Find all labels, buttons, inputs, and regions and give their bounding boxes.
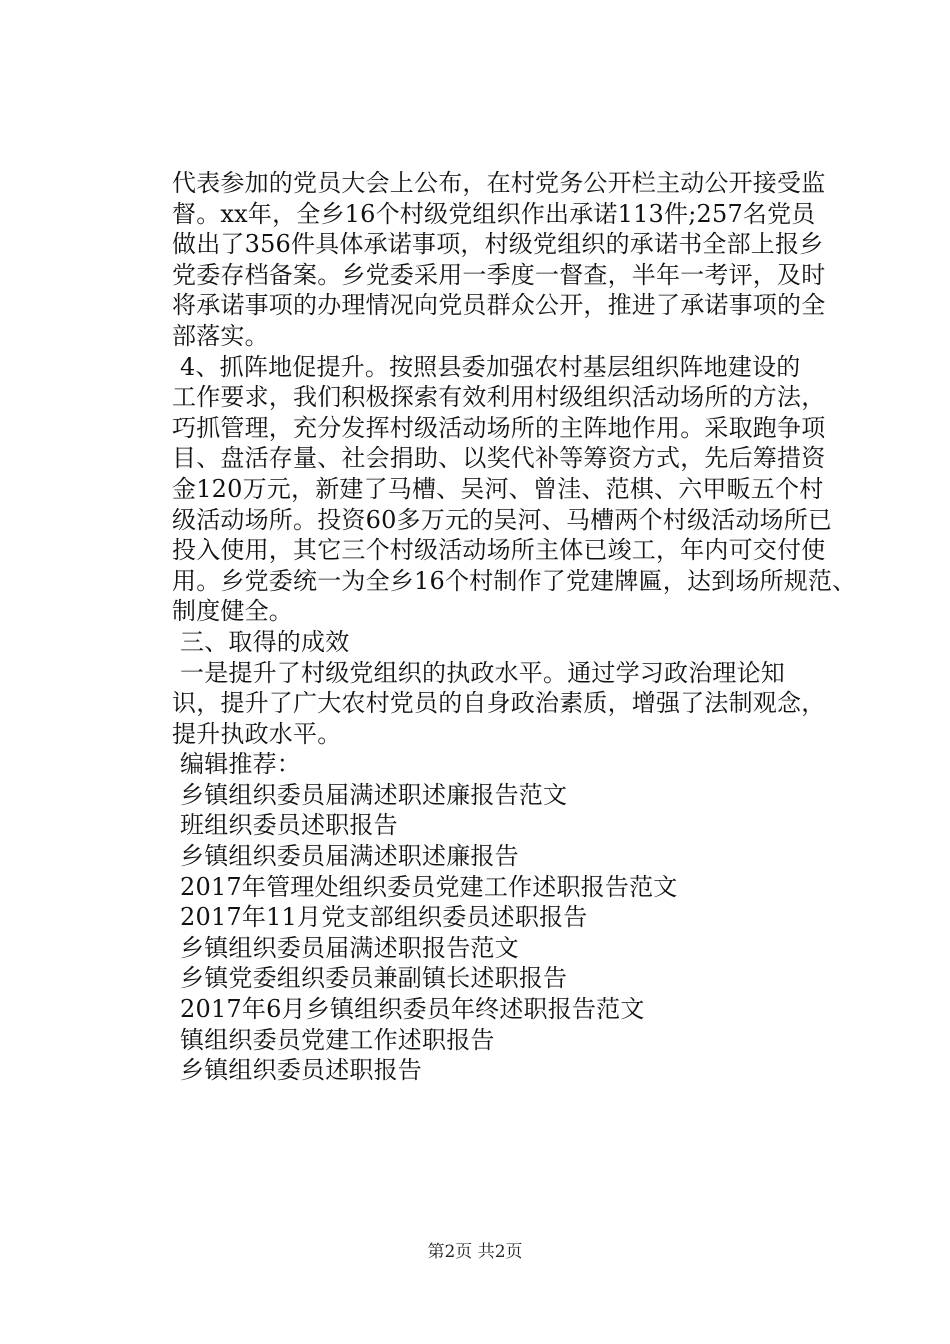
recommendation-link-9[interactable]: 镇组织委员党建工作述职报告: [180, 1025, 495, 1054]
section-4-line-9: 制度健全。: [172, 597, 293, 626]
paragraph-line-1: 代表参加的党员大会上公布，在村党务公开栏主动公开接受监: [172, 169, 826, 197]
results-line-3: 提升执政水平。: [172, 719, 342, 748]
recommendation-link-7[interactable]: 乡镇党委组织委员兼副镇长述职报告: [180, 964, 568, 993]
section-4-line-7: 投入使用，其它三个村级活动场所主体已竣工，年内可交付使: [172, 536, 826, 565]
section-4-line-5: 金120万元，新建了马槽、吴河、曾洼、范棋、六甲畈五个村: [172, 474, 824, 503]
recommendation-link-2[interactable]: 班组织委员述职报告: [180, 811, 398, 840]
section-4-line-6: 级活动场所。投资60多万元的吴河、马槽两个村级活动场所已: [172, 505, 833, 534]
document-body: [172, 168, 857, 1086]
page-number-footer: 第2页 共2页: [427, 1242, 523, 1262]
recommendation-link-1[interactable]: 乡镇组织委员届满述职述廉报告范文: [180, 780, 568, 809]
recommendation-link-6[interactable]: 乡镇组织委员届满述职报告范文: [180, 933, 519, 962]
section-4-line-4: 目、盘活存量、社会捐助、以奖代补等筹资方式，先后筹措资: [172, 444, 826, 473]
paragraph-line-4: 党委存档备案。乡党委采用一季度一督查，半年一考评，及时: [172, 260, 826, 289]
paragraph-line-6: 部落实。: [172, 321, 269, 350]
recommendation-link-5[interactable]: 2017年11月党支部组织委员述职报告: [180, 903, 588, 932]
section-3-title: 三、取得的成效: [180, 627, 350, 656]
recommendation-link-3[interactable]: 乡镇组织委员届满述职述廉报告: [180, 842, 519, 871]
recommendation-link-10[interactable]: 乡镇组织委员述职报告: [180, 1056, 422, 1085]
section-4-line-2: 工作要求，我们积极探索有效利用村级组织活动场所的方法，: [172, 383, 826, 412]
recommendation-link-4[interactable]: 2017年管理处组织委员党建工作述职报告范文: [180, 872, 678, 901]
results-line-2: 识，提升了广大农村党员的自身政治素质，增强了法制观念，: [172, 689, 826, 718]
paragraph-line-3: 做出了356件具体承诺事项，村级党组织的承诺书全部上报乡: [172, 230, 824, 259]
results-line-1: 一是提升了村级党组织的执政水平。通过学习政治理论知: [180, 658, 785, 687]
section-4-line-3: 巧抓管理，充分发挥村级活动场所的主阵地作用。采取跑争项: [172, 413, 826, 442]
recommendation-link-8[interactable]: 2017年6月乡镇组织委员年终述职报告范文: [180, 995, 645, 1024]
section-4-line-8: 用。乡党委统一为全乡16个村制作了党建牌匾，达到场所规范、: [172, 566, 857, 595]
recommendations-heading: 编辑推荐：: [180, 750, 301, 779]
paragraph-line-2: 督。xx年，全乡16个村级党组织作出承诺113件;257名党员: [172, 199, 816, 228]
paragraph-line-5: 将承诺事项的办理情况向党员群众公开，推进了承诺事项的全: [172, 291, 826, 320]
section-4-heading-line: 4、抓阵地促提升。按照县委加强农村基层组织阵地建设的: [180, 352, 801, 381]
